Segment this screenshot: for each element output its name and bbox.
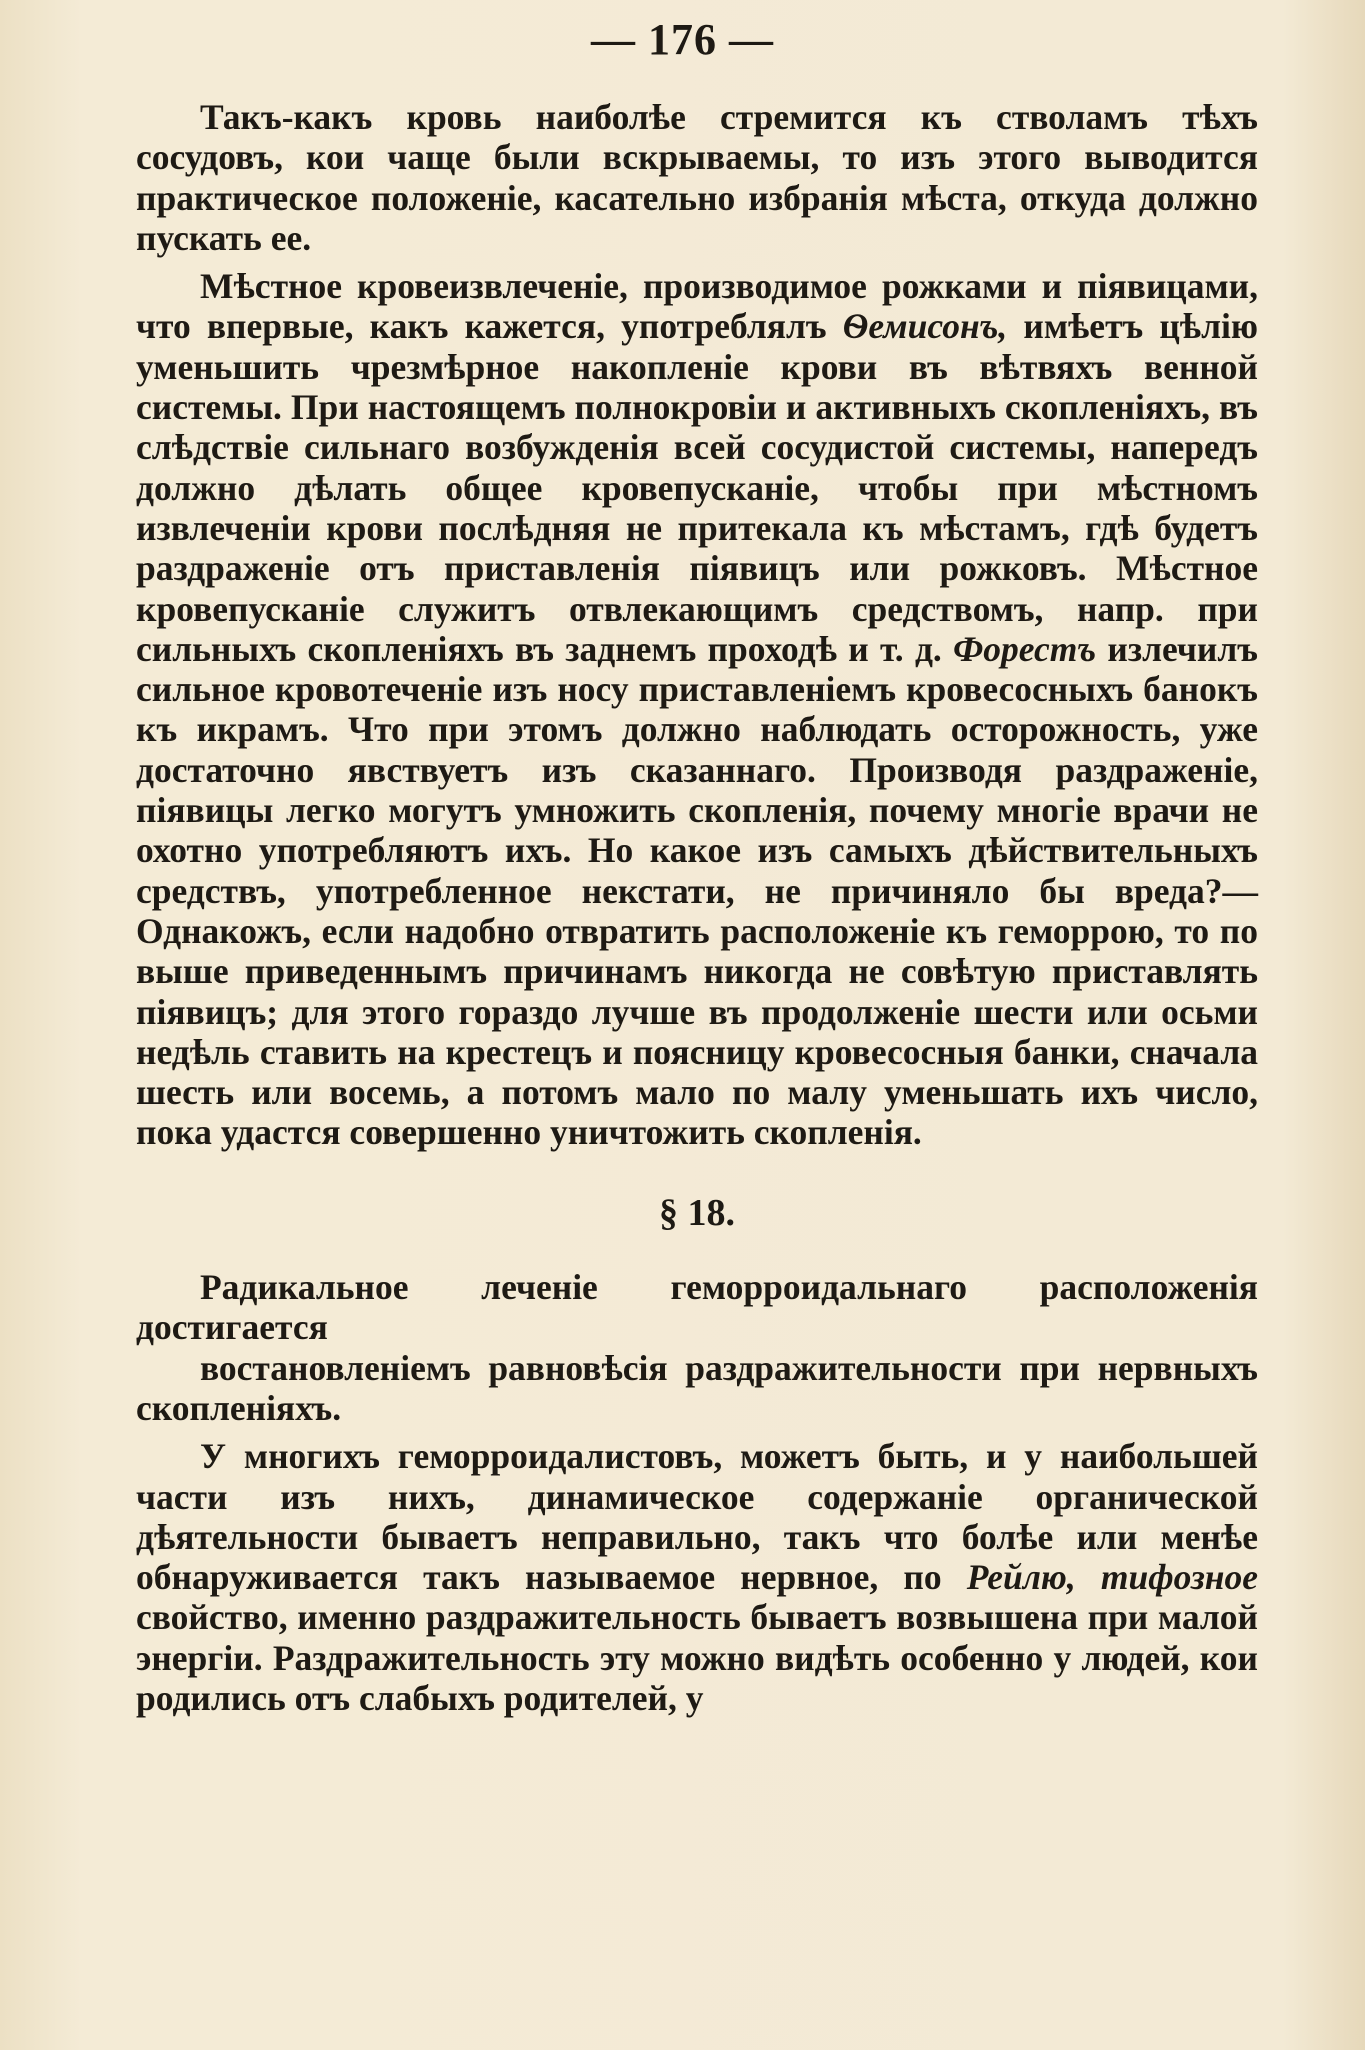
paragraph-3-text-a: У многихъ геморроидалистовъ, можетъ быть, и у наибольшей части изъ нихъ, динамическое содержаніе органической дѣятельности бываетъ неправильно, такъ что болѣе или менѣе обнаруживается такъ называемое нервное, по [136, 1436, 1258, 1598]
paragraph-2-text-b: имѣетъ цѣлію уменьшить чрезмѣрное накопленіе крови въ вѣтвяхъ венной системы. При настоящемъ полнокровіи и активныхъ скопленіяхъ, въ слѣдствіе сильнаго возбужденія всей сосудистой системы, напередъ должно дѣлать общее кровепусканіе, чтобы при мѣстномъ извлеченіи крови послѣдняя не притекала къ мѣстамъ, гдѣ будетъ раздраженіе отъ приставленія піявицъ или рожковъ. Мѣстное кровепусканіе служитъ отвлекающимъ средствомъ, напр. при сильныхъ скопленіяхъ въ заднемъ проходѣ и т. д. [136, 306, 1258, 669]
paragraph-3-text-c: свойство, именно раздражительность бываетъ возвышена при малой энергіи. Раздражительность эту можно видѣть особенно у людей, кои родились отъ слабыхъ родителей, у [136, 1597, 1258, 1718]
paragraph-3 [136, 1436, 1258, 1718]
thesis-line-1: Радикальное леченіе геморроидальнаго расположенія достигается [136, 1267, 1258, 1348]
author-name-themison: Ѳемисонъ, [842, 306, 1008, 347]
author-name-reil: Рейлю, [966, 1557, 1076, 1598]
thesis-line-2: востановленіемъ равновѣсія раздражительности при нервныхъ скопленіяхъ. [136, 1347, 1258, 1428]
page-number: — 176 — [591, 15, 774, 64]
paragraph-1: Такъ-какъ кровь наиболѣе стремится къ стволамъ тѣхъ сосудовъ, кои чаще были вскрываемы, то изъ этого выводится практическое положеніе, касательно избранія мѣста, откуда должно пускать ее. [136, 97, 1258, 258]
author-name-forest: Форестъ [953, 628, 1097, 669]
paragraph-3-text-b [1076, 1557, 1101, 1597]
paragraph-2 [136, 266, 1258, 1153]
term-typhoid: тифозное [1100, 1557, 1259, 1598]
paragraph-2-text-c: излечилъ сильное кровотеченіе изъ носу приставленіемъ кровесосныхъ банокъ къ икрамъ. Что при этомъ должно наблюдать осторожность, уже достаточно явствуетъ изъ сказаннаго. Производя раздраженіе, піявицы легко могутъ умножить скопленія, почему многіе врачи не охотно употребляютъ ихъ. Но какое изъ самыхъ дѣйствительныхъ средствъ, употребленное некстати, не причиняло бы вреда?—Однакожъ, если надобно отвратить расположеніе къ геморрою, то по выше приведеннымъ причинамъ никогда не совѣтую приставлять піявицъ; для этого гораздо лучше въ продолженіе шести или осьми недѣль ставить на крестецъ и поясницу кровесосныя банки, сначала шесть или восемь, а потомъ мало по малу уменьшать ихъ число, пока удастся совершенно уничтожить скопленія. [136, 628, 1258, 1153]
section-heading: § 18. [659, 1191, 735, 1234]
paragraph-2-text-a: Мѣстное кровеизвлеченіе, производимое рожками и піявицами, что впервые, какъ кажется, употреблялъ [136, 266, 1258, 347]
page-body [136, 97, 1258, 1718]
